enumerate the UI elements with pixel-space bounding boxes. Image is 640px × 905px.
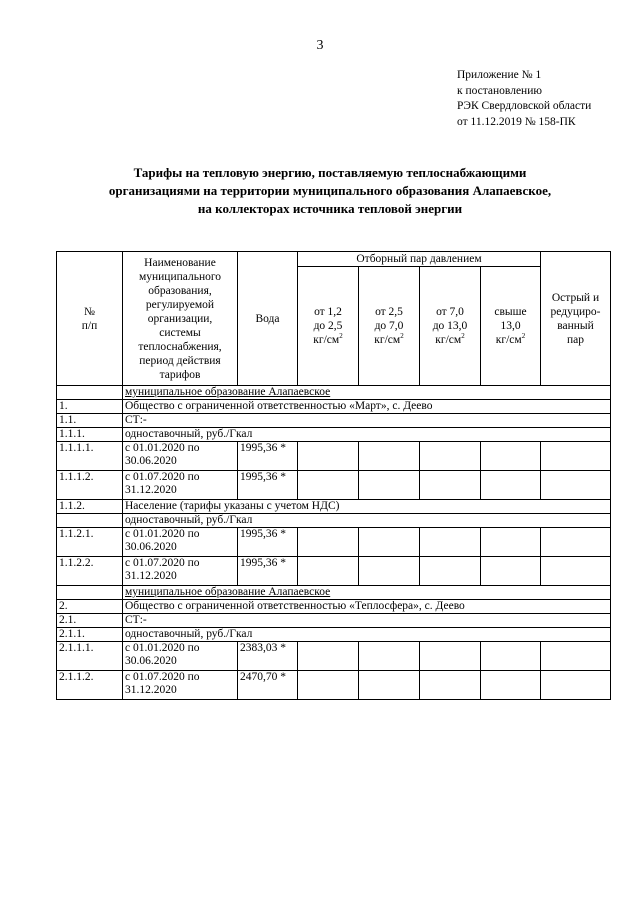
table-row [57,400,611,414]
document-title [60,164,600,218]
header-name [123,252,238,386]
period-line: с 01.01.2020 по [125,642,200,654]
cell-empty [481,557,541,586]
cell-empty [420,557,481,586]
pressure-line: до 7,0 [374,320,404,332]
cell-period [123,442,238,471]
table-row [57,514,611,528]
pressure-unit: $кг/см^2$ [495,332,526,346]
header-name-line: образования, [148,284,212,297]
header-name-line: регулируемой [145,298,215,311]
cell-empty [541,442,611,471]
cell-empty [481,671,541,700]
period-line: с 01.01.2020 по [125,442,200,454]
cell-empty [420,471,481,500]
cell-empty [359,671,420,700]
cell-empty [420,642,481,671]
header-name-line: муниципального [138,270,222,283]
table-row [57,642,611,671]
period-line: 30.06.2020 [125,455,177,467]
title-line: Тарифы на тепловую энергию, поставляемую теплоснабжающими [133,165,527,180]
cell-empty [359,528,420,557]
period-line: 31.12.2020 [125,570,177,582]
header-name-line: теплоснабжения, [138,340,222,353]
cell-num: 2.1. [57,614,123,628]
cell-water: 1995,36 * [238,557,298,586]
cell-empty [298,557,359,586]
cell-empty [298,671,359,700]
cell-num: 1.1. [57,414,123,428]
table-row [57,614,611,628]
header-pressure-4 [481,267,541,386]
pressure-line: до 2,5 [313,320,343,332]
cell-water: 2383,03 * [238,642,298,671]
cell-system: СТ:- [123,614,611,628]
cell-num: 2.1.1.1. [57,642,123,671]
cell-water: 1995,36 * [238,442,298,471]
cell-num: 1.1.2.1. [57,528,123,557]
cell-empty [298,471,359,500]
header-sharp-steam [541,252,611,386]
period-line: с 01.01.2020 по [125,528,200,540]
pressure-line: от 7,0 [436,306,464,318]
cell-empty [298,642,359,671]
cell-empty [359,442,420,471]
pressure-unit: $кг/см^2$ [435,332,465,346]
cell-empty [420,442,481,471]
cell-num: 1.1.2. [57,500,123,514]
cell-organization: Общество с ограниченной ответственностью «Март», с. Деево [123,400,611,414]
cell-empty [359,557,420,586]
cell-empty [298,528,359,557]
table-row [57,442,611,471]
cell-num [57,386,123,400]
header-name-line: системы [159,326,201,339]
header-sharp-line: редуциро- [550,305,601,318]
pressure-unit: $кг/см^2$ [374,332,404,346]
title-line: на коллекторах источника тепловой энергии [197,201,463,216]
period-line: с 01.07.2020 по [125,471,200,483]
cell-empty [481,528,541,557]
cell-empty [298,442,359,471]
cell-water: 2470,70 * [238,671,298,700]
table-row [57,428,611,442]
table-row [57,557,611,586]
cell-empty [481,442,541,471]
pressure-line: от 2,5 [375,306,403,318]
cell-period [123,528,238,557]
pressure-line: до 13,0 [432,320,468,332]
page-number: 3 [316,38,324,53]
cell-empty [541,557,611,586]
header-steam-group: Отборный пар давлением [298,252,541,267]
pressure-line: от 1,2 [314,306,342,318]
header-pressure-3 [420,267,481,386]
cell-water: 1995,36 * [238,528,298,557]
appendix-block [457,68,591,130]
appendix-line: к постановлению [457,84,542,97]
pressure-line: 13,0 [500,320,521,332]
cell-period [123,471,238,500]
cell-tariff-type: одноставочный, руб./Гкал [123,428,611,442]
header-num [57,252,123,386]
table-row [57,471,611,500]
title-line: организациями на территории муниципального образования Алапаевское, [108,183,552,198]
period-line: 31.12.2020 [125,484,177,496]
table-row [57,528,611,557]
cell-num: 1.1.1.2. [57,471,123,500]
cell-empty [420,528,481,557]
cell-num: 2.1.1.2. [57,671,123,700]
cell-empty [481,471,541,500]
appendix-line: Приложение № 1 [457,69,542,81]
header-row [57,252,611,267]
header-name-line: организации, [147,312,213,325]
cell-empty [359,642,420,671]
cell-empty [420,671,481,700]
table-row [57,586,611,600]
table-row [57,500,611,514]
period-line: с 01.07.2020 по [125,671,200,683]
header-sharp-line: пар [566,333,584,346]
cell-num: 1.1.2.2. [57,557,123,586]
cell-num: 1.1.1.1. [57,442,123,471]
cell-period [123,671,238,700]
cell-period [123,642,238,671]
cell-empty [481,642,541,671]
cell-tariff-type: одноставочный, руб./Гкал [123,628,611,642]
period-line: 31.12.2020 [125,684,177,696]
cell-empty [541,671,611,700]
period-line: 30.06.2020 [125,541,177,553]
table-row [57,386,611,400]
cell-num [57,514,123,528]
period-line: 30.06.2020 [125,655,177,667]
header-sharp-line: ванный [557,319,594,332]
cell-population: Население (тарифы указаны с учетом НДС) [123,500,611,514]
header-sharp-line: Острый и [551,291,600,304]
cell-empty [541,471,611,500]
cell-municipality: муниципальное образование Алапаевское [123,386,611,400]
cell-num: 1.1.1. [57,428,123,442]
header-num-line: № [84,305,95,318]
header-water: Вода [238,252,298,386]
cell-num [57,586,123,600]
cell-organization: Общество с ограниченной ответственностью «Теплосфера», с. Деево [123,600,611,614]
header-name-line: Наименование [144,256,216,269]
period-line: с 01.07.2020 по [125,557,200,569]
cell-empty [541,642,611,671]
header-name-line: период действия [139,354,221,367]
cell-tariff-type: одноставочный, руб./Гкал [123,514,611,528]
cell-period [123,557,238,586]
cell-num: 1. [57,400,123,414]
cell-num: 2.1.1. [57,628,123,642]
cell-empty [359,471,420,500]
cell-num: 2. [57,600,123,614]
table-row [57,628,611,642]
table-row [57,600,611,614]
header-pressure-2 [359,267,420,386]
header-num-line: п/п [81,319,98,332]
cell-water: 1995,36 * [238,471,298,500]
pressure-unit: $кг/см^2$ [313,332,343,346]
tariffs-table [56,251,611,700]
cell-empty [541,528,611,557]
pressure-line: свыше [494,306,527,318]
appendix-line: РЭК Свердловской области [457,100,592,112]
appendix-line: от 11.12.2019 № 158-ПК [457,115,576,128]
header-name-line: тарифов [159,368,201,381]
cell-municipality: муниципальное образование Алапаевское [123,586,611,600]
table-row [57,671,611,700]
cell-system: СТ:- [123,414,611,428]
header-pressure-1 [298,267,359,386]
table-row [57,414,611,428]
